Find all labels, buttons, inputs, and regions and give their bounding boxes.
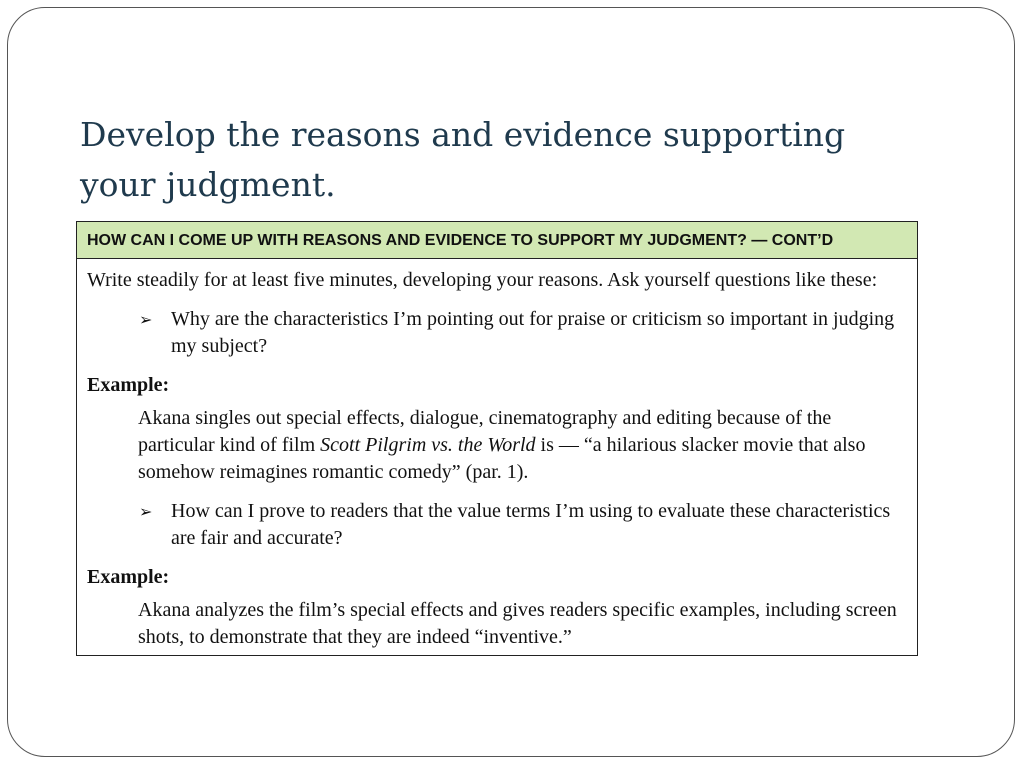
example-text-1 (87, 405, 907, 486)
example-1-before: Akana singles out special effects, dialogue, cinematography and editing because of the particular kind of film (138, 407, 832, 456)
table-header: HOW CAN I COME UP WITH REASONS AND EVIDENCE TO SUPPORT MY JUDGMENT? — CONT’D (77, 222, 917, 259)
example-text-2: Akana analyzes the film’s special effects and gives readers specific examples, including screen shots, to demonstrate that they are indeed “inventive.” (138, 599, 897, 648)
bullet-item-1 (87, 306, 907, 360)
table-body (77, 259, 917, 655)
example-label-2: Example: (87, 566, 170, 588)
slide-title: Develop the reasons and evidence supporting your judgment. (80, 115, 846, 204)
film-title: Scott Pilgrim vs. the World (320, 434, 536, 456)
arrow-bullet-icon: ➢ (139, 502, 153, 521)
intro-paragraph: Write steadily for at least five minutes, developing your reasons. Ask yourself questions like these: (87, 269, 878, 291)
bullet-text-2: How can I prove to readers that the value terms I’m using to evaluate these characteristics are fair and accurate? (171, 500, 891, 549)
bullet-item-2 (87, 498, 907, 552)
example-1-after: is — “a hilarious slacker movie that also somehow reimagines romantic comedy” (par. 1). (138, 434, 866, 483)
bullet-text-1: Why are the characteristics I’m pointing out for praise or criticism so important in judging my subject? (171, 308, 895, 357)
content-table (76, 221, 918, 656)
arrow-bullet-icon: ➢ (139, 310, 153, 329)
example-label-1: Example: (87, 374, 170, 396)
